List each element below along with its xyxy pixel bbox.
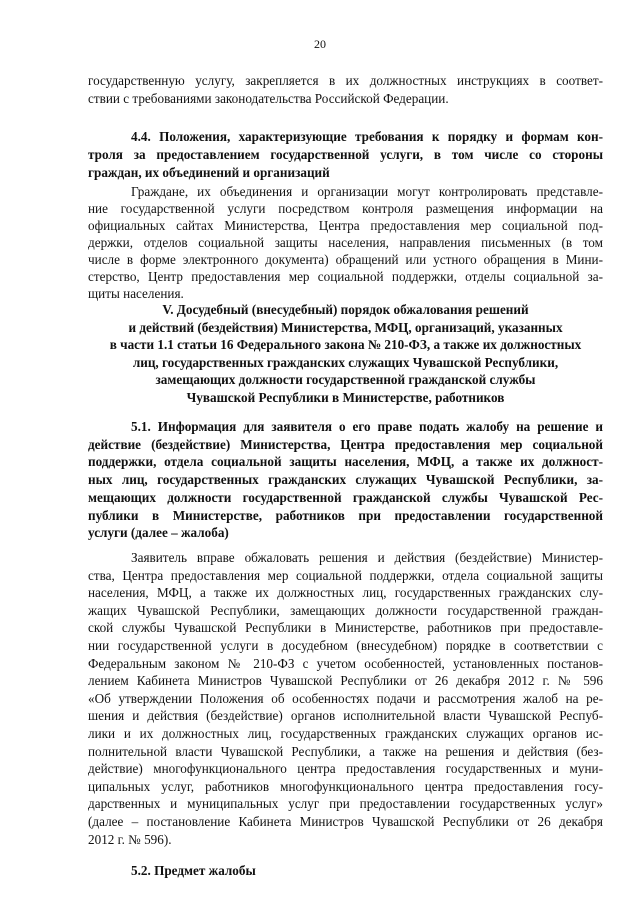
heading-5-1-line: поддержки, отдела социальной защиты населения, МФЦ, а также их должност-: [88, 454, 603, 470]
section-v-heading-line: Чувашской Республики в Министерстве, работников: [186, 390, 505, 405]
paragraph-4-4-line: стерство, Центр предоставления мер социальной поддержки, отделы социальной за-: [88, 269, 603, 284]
paragraph-4-4-line: щиты населения.: [88, 286, 184, 301]
paragraph-4-4-line: официальных сайтах Министерства, Центра предоставления мер социальной под-: [88, 218, 603, 233]
heading-4-4-line: троля за предоставлением государственной услуги, в том числе со стороны: [88, 147, 603, 162]
paragraph-5-1-line: ства, Центра предоставления мер социальной поддержки, отдела социальной защиты: [88, 567, 603, 583]
heading-4-4-line: 4.4. Положения, характеризующие требования к порядку и формам кон-: [131, 129, 603, 144]
paragraph-5-1-line: ципальных услуг, работников многофункционального центра предоставления госу-: [88, 778, 603, 794]
section-v-heading-line: V. Досудебный (внесудебный) порядок обжалования решений: [162, 302, 529, 317]
paragraph-5-1-line: населения, МФЦ, а также их должностных лиц, государственных гражданских слу-: [88, 585, 603, 601]
paragraph-5-1-line: лики и их должностных лиц, государственных гражданских служащих органов ис-: [88, 726, 603, 741]
section-v-heading-line: лиц, государственных гражданских служащих Чувашской Республики,: [132, 354, 559, 370]
heading-5-2-line: 5.2. Предмет жалобы: [131, 863, 256, 878]
paragraph-5-1-line: жащих Чувашской Республики, замещающих должности государственной граждан-: [88, 602, 603, 618]
section-v-heading-line: в части 1.1 статьи 16 Федерального закона № 210-ФЗ, а также их должностных: [109, 337, 582, 353]
heading-5-1-line: публики в Министерстве, работников при предоставлении государственной: [88, 507, 603, 523]
paragraph-5-1-line: Федеральным законом № 210-ФЗ с учетом особенностей, установленных постанов-: [88, 655, 603, 671]
paragraph-intro-line: ствии с требованиями законодательства Российской Федерации.: [88, 91, 449, 106]
heading-5-1-line: мещающих должности государственной гражданской службы Чувашской Рес-: [88, 489, 603, 505]
heading-4-4-line: граждан, их объединений и организаций: [88, 165, 330, 180]
paragraph-5-1-line: лением Кабинета Министров Чувашской Республики от 26 декабря 2012 г. № 596: [88, 673, 603, 689]
paragraph-4-4-line: ние государственной услуги посредством контроля размещения информации на: [88, 201, 603, 216]
paragraph-5-1-line: «Об утверждении Положения об особенностях подачи и рассмотрения жалоб на ре-: [88, 690, 603, 706]
paragraph-5-1-line: ской службы Чувашской Республики в Министерстве, работников при предоставле-: [88, 620, 603, 636]
paragraph-5-1-line: шения и действия (бездействие) органов исполнительной власти Чувашской Респуб-: [88, 708, 603, 724]
paragraph-intro-line: государственную услугу, закрепляется в их должностных инструкциях в соответ-: [88, 73, 603, 88]
paragraph-5-1-line: Заявитель вправе обжаловать решения и действия (бездействие) Министер-: [131, 550, 603, 565]
heading-5-1-line: действие (бездействие) Министерства, Центра предоставления мер социальной: [88, 436, 603, 452]
paragraph-5-1-line: (далее – постановление Кабинета Министров Чувашской Республики от 26 декабря: [88, 814, 603, 829]
heading-5-1-line: услуги (далее – жалоба): [88, 525, 229, 541]
paragraph-4-4-line: Граждане, их объединения и организации могут контролировать представле-: [131, 184, 603, 199]
heading-5-1-line: 5.1. Информация для заявителя о его праве подать жалобу на решение и: [131, 419, 603, 434]
page-number: 20: [314, 37, 326, 51]
paragraph-5-1-line: 2012 г. № 596).: [88, 831, 172, 847]
paragraph-4-4-line: числе в форме электронного документа) обращений или устного обращения в Мини-: [88, 252, 603, 267]
paragraph-5-1-line: нии государственной услуги в досудебном (внесудебном) порядке в соответствии с: [88, 638, 603, 653]
paragraph-5-1-line: дарственных и муниципальных услуг при предоставлении государственных услуг»: [88, 796, 603, 812]
paragraph-5-1-line: действие) многофункционального центра предоставления государственных и муни-: [88, 761, 603, 777]
heading-5-1-line: ных лиц, государственных гражданских служащих Чувашской Республики, за-: [88, 472, 603, 488]
section-v-heading-line: замещающих должности государственной гражданской службы: [155, 372, 536, 388]
paragraph-4-4-line: держки, отделов социальной защиты населения, направления письменных (в том: [88, 235, 603, 250]
section-v-heading-line: и действий (бездействия) Министерства, МФЦ, организаций, указанных: [128, 319, 563, 335]
paragraph-5-1-line: полнительной власти Чувашской Республики, а также на решения и действия (без-: [88, 743, 603, 759]
